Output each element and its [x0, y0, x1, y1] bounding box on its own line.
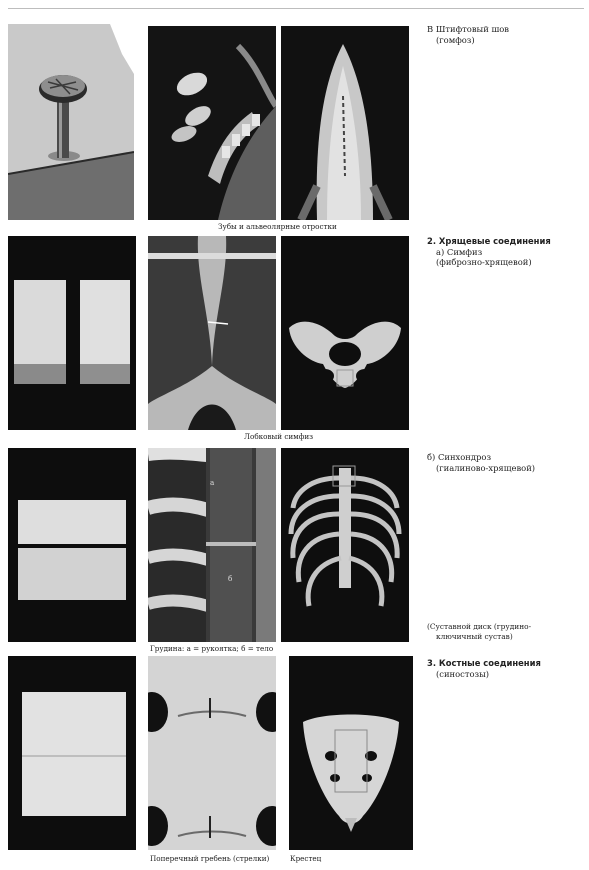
- caption-sternum: Грудина: а = рукоятка; б = тело: [150, 644, 274, 653]
- caption-sacrum: Крестец: [290, 854, 322, 863]
- synchondrosis-subtitle: (гиалиново-хрящевой): [436, 462, 536, 473]
- transverse-ridge-photo: [148, 656, 276, 850]
- note-synchondrosis: [427, 452, 535, 473]
- disc-subtitle: ключичный сустав): [436, 631, 513, 641]
- top-rule: [8, 8, 584, 9]
- gomphosis-title: В Штифтовый шов: [427, 24, 509, 34]
- disc-title: (Суставной диск (грудино-: [427, 622, 532, 631]
- block-stack-photo: [8, 448, 136, 642]
- synchondrosis-title: б) Синхондроз: [427, 452, 492, 462]
- rib-cage-photo: [281, 448, 409, 642]
- section3-title: 3. Костные соединения: [427, 658, 541, 668]
- symphysis-subtitle: (фиброзно-хрящевой): [436, 257, 532, 267]
- gomphosis-subtitle: (гомфоз): [436, 34, 475, 45]
- caption-pubic: Лобковый симфиз: [244, 432, 314, 441]
- pubic-symphysis-photo: [148, 236, 276, 430]
- caption-teeth: Зубы и альвеолярные отростки: [218, 222, 337, 231]
- note-articular-disc: [427, 622, 531, 641]
- section3-subtitle: (синостозы): [436, 668, 490, 679]
- label-manubrium: а: [210, 478, 215, 487]
- note-bony-unions: [427, 658, 541, 679]
- section2-title: 2. Хрящевые соединения: [427, 236, 551, 246]
- symphysis-title: а) Симфиз: [436, 246, 483, 257]
- sacrum-photo: [289, 656, 413, 850]
- caption-transverse-ridge: Поперечный гребень (стрелки): [150, 854, 270, 863]
- note-gomphosis: [427, 24, 509, 45]
- alveolar-process-photo: [281, 26, 409, 220]
- label-body: б: [228, 574, 233, 583]
- nail-in-board-photo: [8, 24, 134, 220]
- note-cartilaginous: [427, 236, 551, 268]
- jaw-teeth-photo: [148, 26, 276, 220]
- fused-block-photo: [8, 656, 136, 850]
- block-pair-photo: [8, 236, 136, 430]
- pelvis-photo: [281, 236, 409, 430]
